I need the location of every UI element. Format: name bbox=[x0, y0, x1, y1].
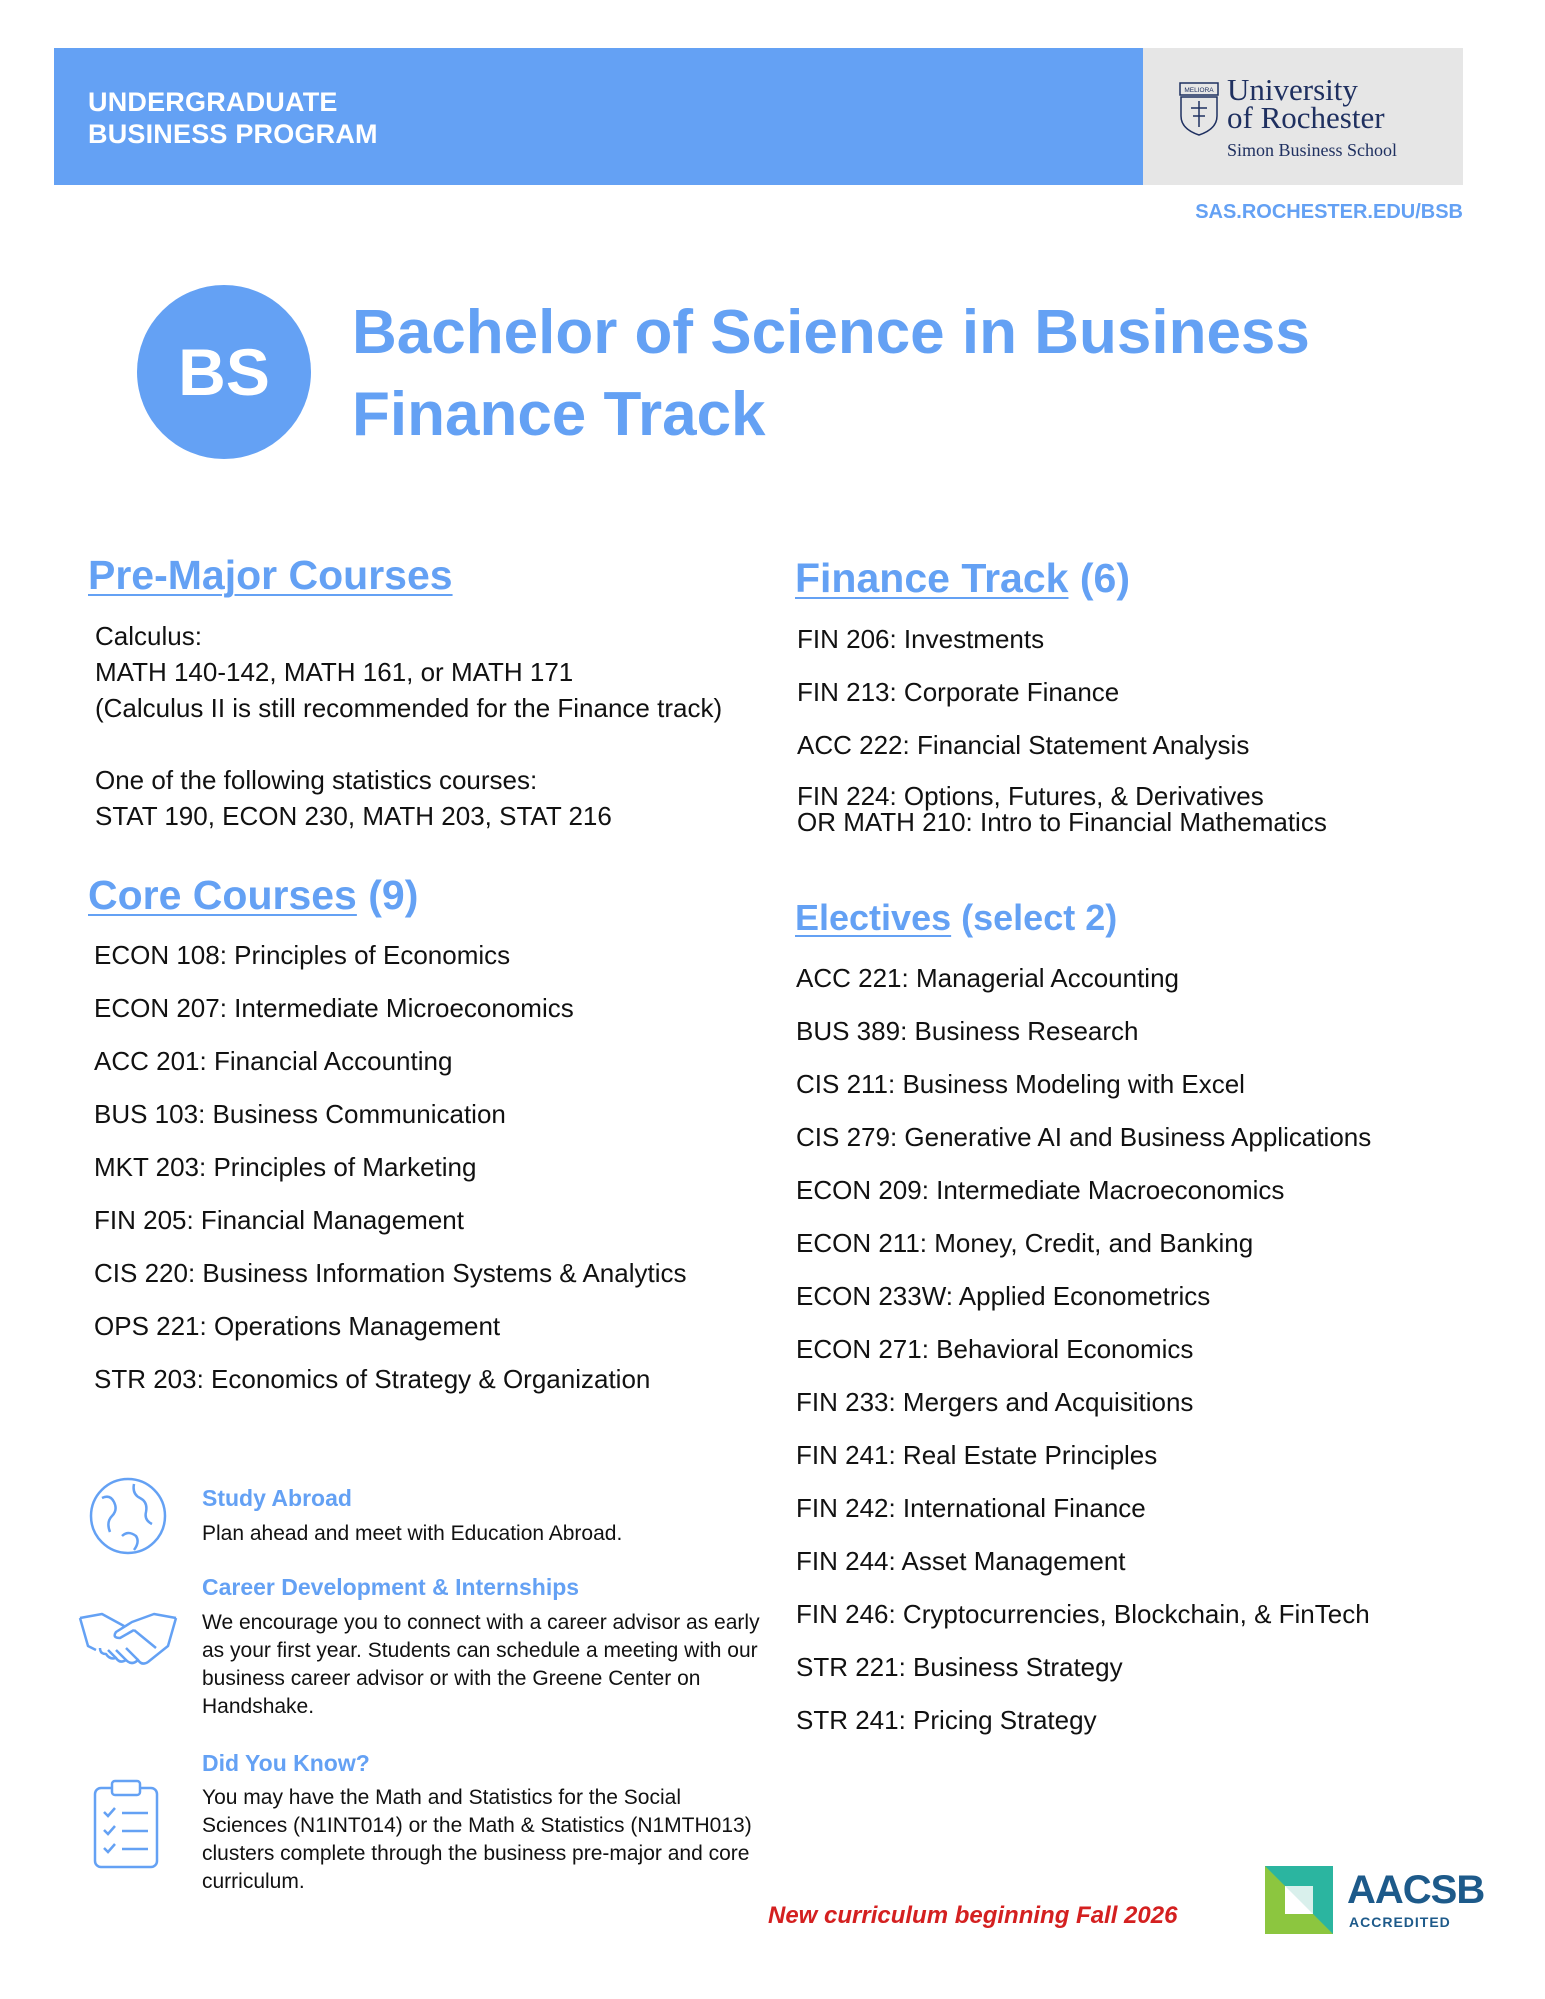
list-item: OPS 221: Operations Management bbox=[94, 1311, 501, 1341]
list-item: FIN 244: Asset Management bbox=[796, 1546, 1126, 1576]
handshake-icon bbox=[76, 1608, 180, 1672]
aacsb-accredited-label: ACCREDITED bbox=[1349, 1914, 1451, 1930]
did-you-know-heading: Did You Know? bbox=[202, 1750, 370, 1776]
calculus-note: (Calculus II is still recommended for the Finance track) bbox=[95, 693, 723, 723]
list-item: FIN 224: Options, Futures, & Derivatives OR MATH 210: Intro to Financial Mathematics bbox=[797, 781, 1327, 837]
electives-heading: Electives (select 2) bbox=[795, 897, 1118, 938]
list-item: BUS 389: Business Research bbox=[796, 1016, 1139, 1046]
core-courses-list bbox=[94, 940, 686, 1417]
logo-school-name: Simon Business School bbox=[1227, 140, 1398, 160]
list-item: FIN 246: Cryptocurrencies, Blockchain, & FinTech bbox=[796, 1599, 1370, 1629]
svg-text:MELIORA: MELIORA bbox=[1184, 87, 1214, 94]
curriculum-note: New curriculum beginning Fall 2026 bbox=[768, 1902, 1178, 1929]
university-logo[interactable] bbox=[1143, 48, 1463, 185]
list-item: ECON 209: Intermediate Macroeconomics bbox=[796, 1175, 1285, 1205]
aacsb-name: AACSB bbox=[1347, 1868, 1485, 1912]
list-item: STR 241: Pricing Strategy bbox=[796, 1705, 1097, 1735]
list-item: MKT 203: Principles of Marketing bbox=[94, 1152, 477, 1182]
list-item: ECON 233W: Applied Econometrics bbox=[796, 1281, 1211, 1311]
list-item: FIN 205: Financial Management bbox=[94, 1205, 464, 1235]
list-item: ACC 201: Financial Accounting bbox=[94, 1046, 453, 1076]
university-seal-icon bbox=[1179, 82, 1219, 136]
list-item: FIN 241: Real Estate Principles bbox=[796, 1440, 1158, 1470]
list-item: ECON 207: Intermediate Microeconomics bbox=[94, 993, 574, 1023]
header-band bbox=[54, 48, 1143, 185]
list-item: FIN 206: Investments bbox=[797, 624, 1045, 654]
program-title: UNDERGRADUATE BUSINESS PROGRAM bbox=[88, 87, 378, 149]
career-heading: Career Development & Internships bbox=[202, 1574, 580, 1600]
aacsb-badge bbox=[1265, 1866, 1485, 1939]
list-item: BUS 103: Business Communication bbox=[94, 1099, 506, 1129]
career-text: We encourage you to connect with a career advisor as early as your first year. Students can schedule a meeting with our business career advisor or with the Greene Center on Handshake. bbox=[202, 1611, 760, 1718]
list-item: FIN 242: International Finance bbox=[796, 1493, 1146, 1523]
calculus-label: Calculus: bbox=[95, 621, 202, 651]
finance-track-list bbox=[797, 624, 1327, 836]
list-item: ECON 271: Behavioral Economics bbox=[796, 1334, 1194, 1364]
globe-icon bbox=[88, 1476, 168, 1556]
list-item: STR 203: Economics of Strategy & Organization bbox=[94, 1364, 651, 1394]
logo-wordmark: University of Rochester bbox=[1227, 72, 1385, 135]
list-item: ACC 222: Financial Statement Analysis bbox=[797, 730, 1250, 760]
aacsb-logo-icon bbox=[1265, 1866, 1333, 1934]
core-courses-heading: Core Courses (9) bbox=[88, 872, 419, 918]
list-item: ECON 211: Money, Credit, and Banking bbox=[796, 1228, 1254, 1258]
electives-list bbox=[796, 963, 1371, 1758]
study-abroad-heading: Study Abroad bbox=[202, 1485, 352, 1511]
statistics-label: One of the following statistics courses: bbox=[95, 765, 538, 795]
page-title: Bachelor of Science in Business Finance Track bbox=[352, 298, 1310, 449]
list-item: STR 221: Business Strategy bbox=[796, 1652, 1123, 1682]
list-item: CIS 211: Business Modeling with Excel bbox=[796, 1069, 1245, 1099]
list-item: ACC 221: Managerial Accounting bbox=[796, 963, 1180, 993]
statistics-courses: STAT 190, ECON 230, MATH 203, STAT 216 bbox=[95, 801, 612, 831]
pre-major-heading: Pre-Major Courses bbox=[88, 552, 453, 598]
finance-track-heading: Finance Track (6) bbox=[795, 555, 1130, 601]
list-item: ECON 108: Principles of Economics bbox=[94, 940, 511, 970]
did-you-know-text: You may have the Math and Statistics for the Social Sciences (N1INT014) or the Math & Statistics (N1MTH013) clusters complete through the business pre-major and core curriculum. bbox=[202, 1786, 752, 1893]
list-item: FIN 213: Corporate Finance bbox=[797, 677, 1120, 707]
calculus-courses: MATH 140-142, MATH 161, or MATH 171 bbox=[95, 657, 574, 687]
program-url-link[interactable]: SAS.ROCHESTER.EDU/BSB bbox=[1195, 201, 1463, 223]
study-abroad-text: Plan ahead and meet with Education Abroad. bbox=[202, 1522, 623, 1545]
degree-badge: BS bbox=[137, 285, 311, 459]
clipboard-checklist-icon bbox=[92, 1778, 160, 1870]
list-item: CIS 279: Generative AI and Business Applications bbox=[796, 1122, 1372, 1152]
list-item: CIS 220: Business Information Systems & Analytics bbox=[94, 1258, 687, 1288]
list-item: FIN 233: Mergers and Acquisitions bbox=[796, 1387, 1194, 1417]
pre-major-body bbox=[95, 618, 722, 834]
